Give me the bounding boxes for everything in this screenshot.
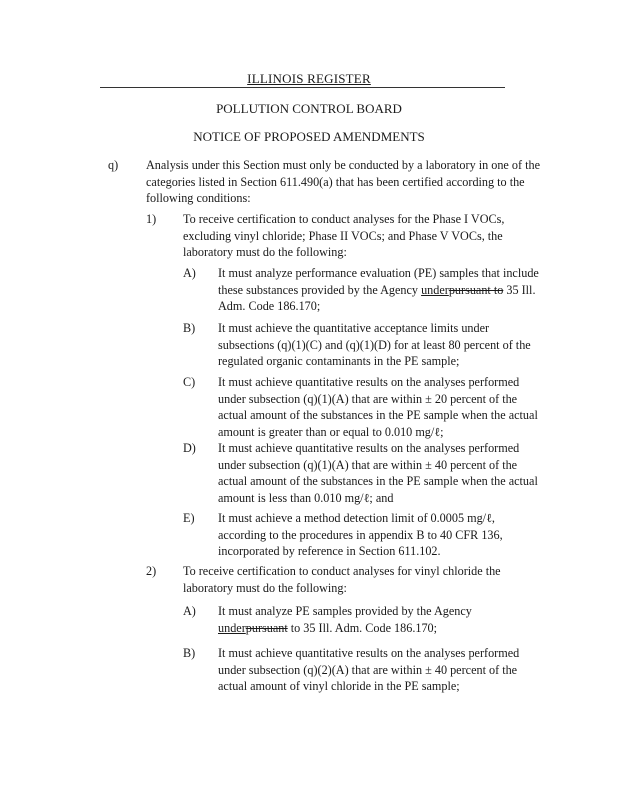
item-1a-text-after: 35 Ill. Adm. Code 186.170; (218, 282, 536, 314)
item-2-text: To receive certification to conduct analyses for vinyl chloride the laboratory must do the following: (183, 564, 501, 595)
section-q-label: q) (108, 158, 119, 172)
item-1b-label: B) (183, 321, 196, 335)
item-1a-deleted: pursuant to (448, 282, 504, 297)
item-1c-label: C) (183, 375, 196, 389)
item-2a-deleted: pursuant (245, 620, 288, 635)
item-1a-text-before: It must analyze performance evaluation (PE) samples that include these substances provided by the Agency (218, 266, 539, 297)
item-1a-text (218, 265, 543, 315)
item-1c-text: It must achieve quantitative results on the analyses performed under subsection (q)(1)(A) that are within ± 20 percent of the actual amount of the substances in the PE sample when the actual amount is greater than or equal to 0.010 mg/ℓ; (218, 375, 538, 439)
item-1e-text: It must achieve a method detection limit of 0.0005 mg/ℓ, according to the procedures in appendix B to 40 CFR 136, incorporated by reference in Section 611.102. (218, 511, 503, 559)
item-2a-label: A) (183, 604, 196, 618)
item-1b-text: It must achieve the quantitative acceptance limits under subsections (q)(1)(C) and (q)(1)(D) for at least 80 percent of the regulated organic contaminants in the PE sample; (218, 321, 531, 369)
item-2a-text-before: It must analyze PE samples provided by the Agency (218, 604, 472, 618)
item-2-label: 2) (146, 564, 157, 578)
item-1e-label: E) (183, 511, 195, 525)
item-1d-label: D) (183, 441, 196, 455)
item-1a-label: A) (183, 266, 196, 280)
section-q-text: Analysis under this Section must only be conducted by a laboratory in one of the categories listed in Section 611.490(a) that has been certified according to the following conditions: (146, 158, 540, 206)
register-title: ILLINOIS REGISTER (247, 71, 371, 86)
header-rule (100, 87, 505, 88)
item-2b-text: It must achieve quantitative results on the analyses performed under subsection (q)(2)(A) that are within ± 40 percent of the actual amount of vinyl chloride in the PE sample; (218, 646, 520, 694)
notice-heading: NOTICE OF PROPOSED AMENDMENTS (193, 129, 425, 144)
item-1-text: To receive certification to conduct analyses for the Phase I VOCs, excluding vinyl chloride; Phase II VOCs; and Phase V VOCs, the laboratory must do the following: (183, 212, 505, 260)
item-2a-text (218, 603, 543, 636)
board-heading: POLLUTION CONTROL BOARD (216, 101, 402, 116)
item-2b-label: B) (183, 646, 196, 660)
item-2a-text-after: to 35 Ill. Adm. Code 186.170; (287, 620, 438, 635)
item-1-label: 1) (146, 212, 157, 226)
item-2a-inserted: under (218, 620, 246, 635)
item-1d-text: It must achieve quantitative results on the analyses performed under subsection (q)(1)(A) that are within ± 40 percent of the actual amount of the substances in the PE sample when the actual amount is less than 0.010 mg/ℓ; and (218, 441, 538, 505)
item-1a-inserted: under (421, 282, 449, 297)
